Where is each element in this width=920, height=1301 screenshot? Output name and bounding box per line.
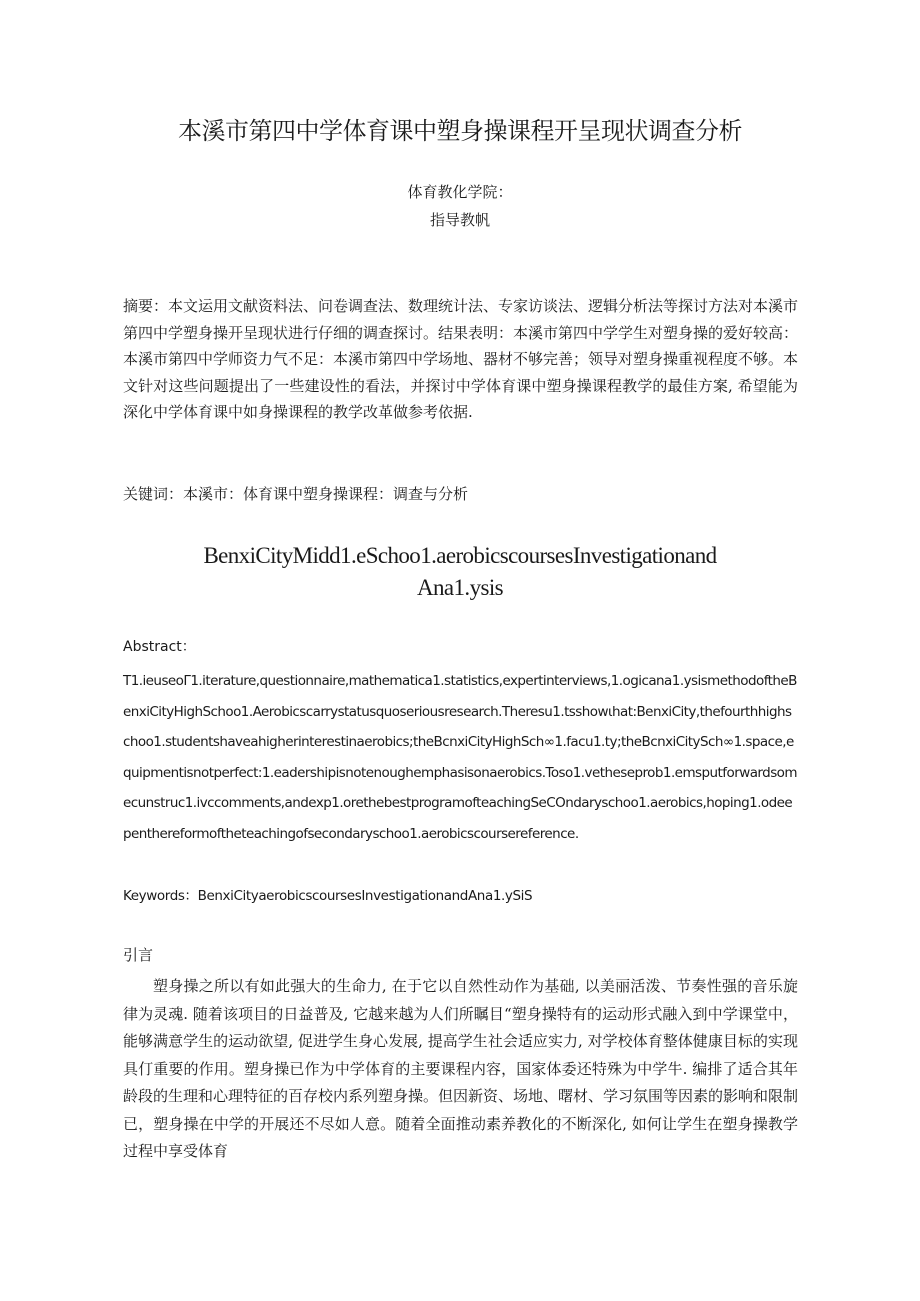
english-abstract: T1.ieuseoΓ1.iterature,questionnaire,mathematica1.statistics,expertinterviews,1.ogicana1.ysismethodoftheBenxiCityHighSchoo1.Aerobicscarrystatusquoseriousresearch.Theresu1.tsshowιhat:BenxiCity,thefourthhighschoo1.studentshaveahigherinterestinaerobics;theBcnxiCityHighSch∞1.facu1.ty;theBcnxiCitySch∞1.space,equipmentisnotperfect:1.eadershipisnotenoughemphasisonaerobics.Toso1.vetheseprob1.emsputforwardsomecunstruc1.ivccomments,andexp1.orethebestprogramofteachingSeCOndaryschoo1.aerobics,hoping1.odeepenthereformoftheteachingofsecondaryschoo1.aerobicscoursereference. [123, 673, 797, 842]
affiliation: 体育教化学院： [407, 183, 513, 201]
english-title-line-2: Ana1.ysis [417, 575, 503, 600]
chinese-abstract: 摘要：本文运用文献资料法、问卷调查法、数理统计法、专家访谈法、逻辑分析法等探讨方法对本溪市第四中学塑身操开呈现状进行仔细的调查探讨。结果表明：本溪市第四中学学生对塑身操的爱好较高：本溪市第四中学师资力气不足：本溪市第四中学场地、器材不够完善；领导对塑身操重视程度不够。本文针对这些问题提出了一些建设性的看法，并探讨中学体育课中塑身操课程教学的最佳方案, 希望能为深化中学体育课中如身操课程的教学改革做参考依据. [123, 297, 799, 421]
chinese-keywords: 关键词：本溪市：体育课中塑身操课程：调查与分析 [123, 485, 469, 503]
introduction-heading: 引言 [123, 946, 154, 964]
english-abstract-label: Abstract： [123, 639, 196, 655]
paper-title: 本溪市第四中学体育课中塑身操课程开呈现状调查分析 [178, 117, 742, 145]
english-keywords: Keywords：BenxiCityaerobicscoursesInvestigationandAna1.ySiS [123, 888, 533, 904]
advisor: 指导教帆 [429, 211, 490, 229]
introduction-paragraph: 塑身操之所以有如此强大的生命力, 在于它以自然性动作为基础, 以美丽活泼、节奏性强的音乐旋律为灵魂. 随着该项目的日益普及, 它越来越为人们所瞩目“塑身操特有的运动形式融入到中学课堂中，能够满意学生的运动欲望, 促进学生身心发展, 提高学生社会适应实力, 对学校体育整体健康目标的实现具仃重要的作用。塑身操已作为中学体育的主要课程内容，国家体委还特殊为中学牛. 编排了适合其年龄段的生理和心理特征的百存校内系列塑身操。但因新资、场地、曙材、学习氛围等因素的影响和限制已，塑身操在中学的开展还不尽如人意。随着全面推动素养教化的不断深化, 如何让学生在塑身操教学过程中享受体育 [123, 977, 799, 1160]
english-title-line-1: BenxiCityMidd1.eSchoo1.aerobicscoursesInvestigationand [203, 543, 717, 568]
english-title [60, 540, 860, 604]
